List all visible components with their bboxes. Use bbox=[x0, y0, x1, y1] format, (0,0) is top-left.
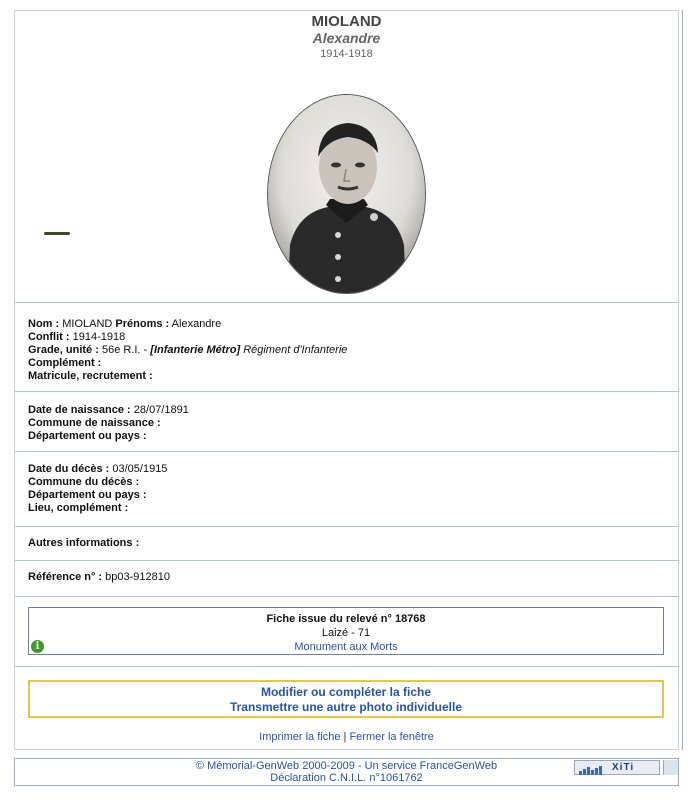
window-edge-rule bbox=[682, 10, 683, 750]
death-date-value: 03/05/1915 bbox=[112, 463, 168, 475]
nom-row bbox=[28, 318, 347, 331]
footer-cnil: Déclaration C.N.I.L. n°1061762 bbox=[270, 772, 423, 784]
modify-record-link[interactable]: Modifier ou compléter la fiche bbox=[260, 685, 432, 699]
prenoms-label: Prénoms : bbox=[115, 318, 170, 330]
death-date-row bbox=[28, 463, 167, 476]
nom-label: Nom : bbox=[28, 318, 60, 330]
grade-label: Grade, unité : bbox=[28, 344, 99, 356]
reference-label: Référence n° : bbox=[28, 571, 103, 583]
identity-section bbox=[28, 318, 347, 383]
death-dept-label: Département ou pays : bbox=[28, 489, 147, 501]
period-label: 1914-1918 bbox=[320, 48, 373, 60]
close-window-link[interactable]: Fermer la fenêtre bbox=[349, 731, 434, 743]
death-commune-row bbox=[28, 476, 167, 489]
grade-value: 56e R.I. - bbox=[101, 344, 148, 356]
section-divider bbox=[15, 596, 679, 597]
prenoms-value: Alexandre bbox=[171, 318, 222, 330]
section-divider bbox=[15, 302, 679, 303]
death-dept-row bbox=[28, 489, 167, 502]
section-divider bbox=[15, 391, 679, 392]
autres-label: Autres informations : bbox=[28, 537, 140, 549]
birth-date-label: Date de naissance : bbox=[28, 404, 131, 416]
scan-blemish bbox=[44, 232, 70, 235]
info-icon[interactable]: i bbox=[31, 640, 44, 653]
bar-chart-icon bbox=[579, 764, 603, 775]
death-lieu-row bbox=[28, 502, 167, 515]
releve-title: Fiche issue du relevé n° 18768 bbox=[266, 613, 426, 625]
death-commune-label: Commune du décès : bbox=[28, 476, 140, 488]
record-header bbox=[14, 14, 679, 61]
soldier-portrait-photo bbox=[267, 94, 426, 294]
matricule-row bbox=[28, 370, 347, 383]
death-section bbox=[28, 463, 167, 515]
link-separator: | bbox=[343, 731, 347, 743]
death-lieu-label: Lieu, complément : bbox=[28, 502, 129, 514]
print-links-bar bbox=[14, 731, 679, 743]
firstname-title: Alexandre bbox=[312, 30, 381, 46]
reference-value: bp03-912810 bbox=[105, 571, 170, 583]
autres-section bbox=[28, 537, 139, 550]
section-divider bbox=[15, 666, 679, 667]
monument-link[interactable]: Monument aux Morts bbox=[294, 641, 398, 653]
xiti-label: XiTi bbox=[612, 762, 635, 773]
releve-panel bbox=[28, 607, 664, 655]
grade-row bbox=[28, 344, 347, 357]
footer-copyright[interactable]: © Mémorial-GenWeb 2000-2009 - Un service FranceGenWeb bbox=[195, 760, 498, 772]
birth-section bbox=[28, 404, 189, 443]
birth-date-row bbox=[28, 404, 189, 417]
birth-dept-label: Département ou pays : bbox=[28, 430, 147, 442]
reference-section bbox=[28, 571, 170, 584]
surname-title: MIOLAND bbox=[311, 13, 382, 30]
edit-panel bbox=[28, 680, 664, 718]
print-record-link[interactable]: Imprimer la fiche bbox=[259, 731, 341, 743]
birth-dept-row bbox=[28, 430, 189, 443]
corner-nub bbox=[663, 760, 678, 775]
section-divider bbox=[15, 451, 679, 452]
birth-commune-row bbox=[28, 417, 189, 430]
birth-date-value: 28/07/1891 bbox=[133, 404, 189, 416]
grade-bracket: [Infanterie Métro] bbox=[150, 344, 241, 356]
conflit-value: 1914-1918 bbox=[72, 331, 126, 343]
releve-commune: Laizé - 71 bbox=[321, 627, 371, 639]
autres-row bbox=[28, 537, 139, 550]
conflit-label: Conflit : bbox=[28, 331, 70, 343]
portrait-illustration bbox=[268, 95, 425, 293]
conflit-row bbox=[28, 331, 347, 344]
send-photo-link[interactable]: Transmettre une autre photo individuelle bbox=[229, 700, 463, 714]
complement-row bbox=[28, 357, 347, 370]
section-divider bbox=[15, 560, 679, 561]
matricule-label: Matricule, recrutement : bbox=[28, 370, 153, 382]
reference-row bbox=[28, 571, 170, 584]
nom-value: MIOLAND bbox=[62, 318, 113, 330]
death-date-label: Date du décès : bbox=[28, 463, 110, 475]
birth-commune-label: Commune de naissance : bbox=[28, 417, 161, 429]
section-divider bbox=[15, 526, 679, 527]
complement-label: Complément : bbox=[28, 357, 102, 369]
xiti-stats-badge[interactable] bbox=[574, 760, 660, 775]
grade-tail: Régiment d'Infanterie bbox=[243, 344, 348, 356]
